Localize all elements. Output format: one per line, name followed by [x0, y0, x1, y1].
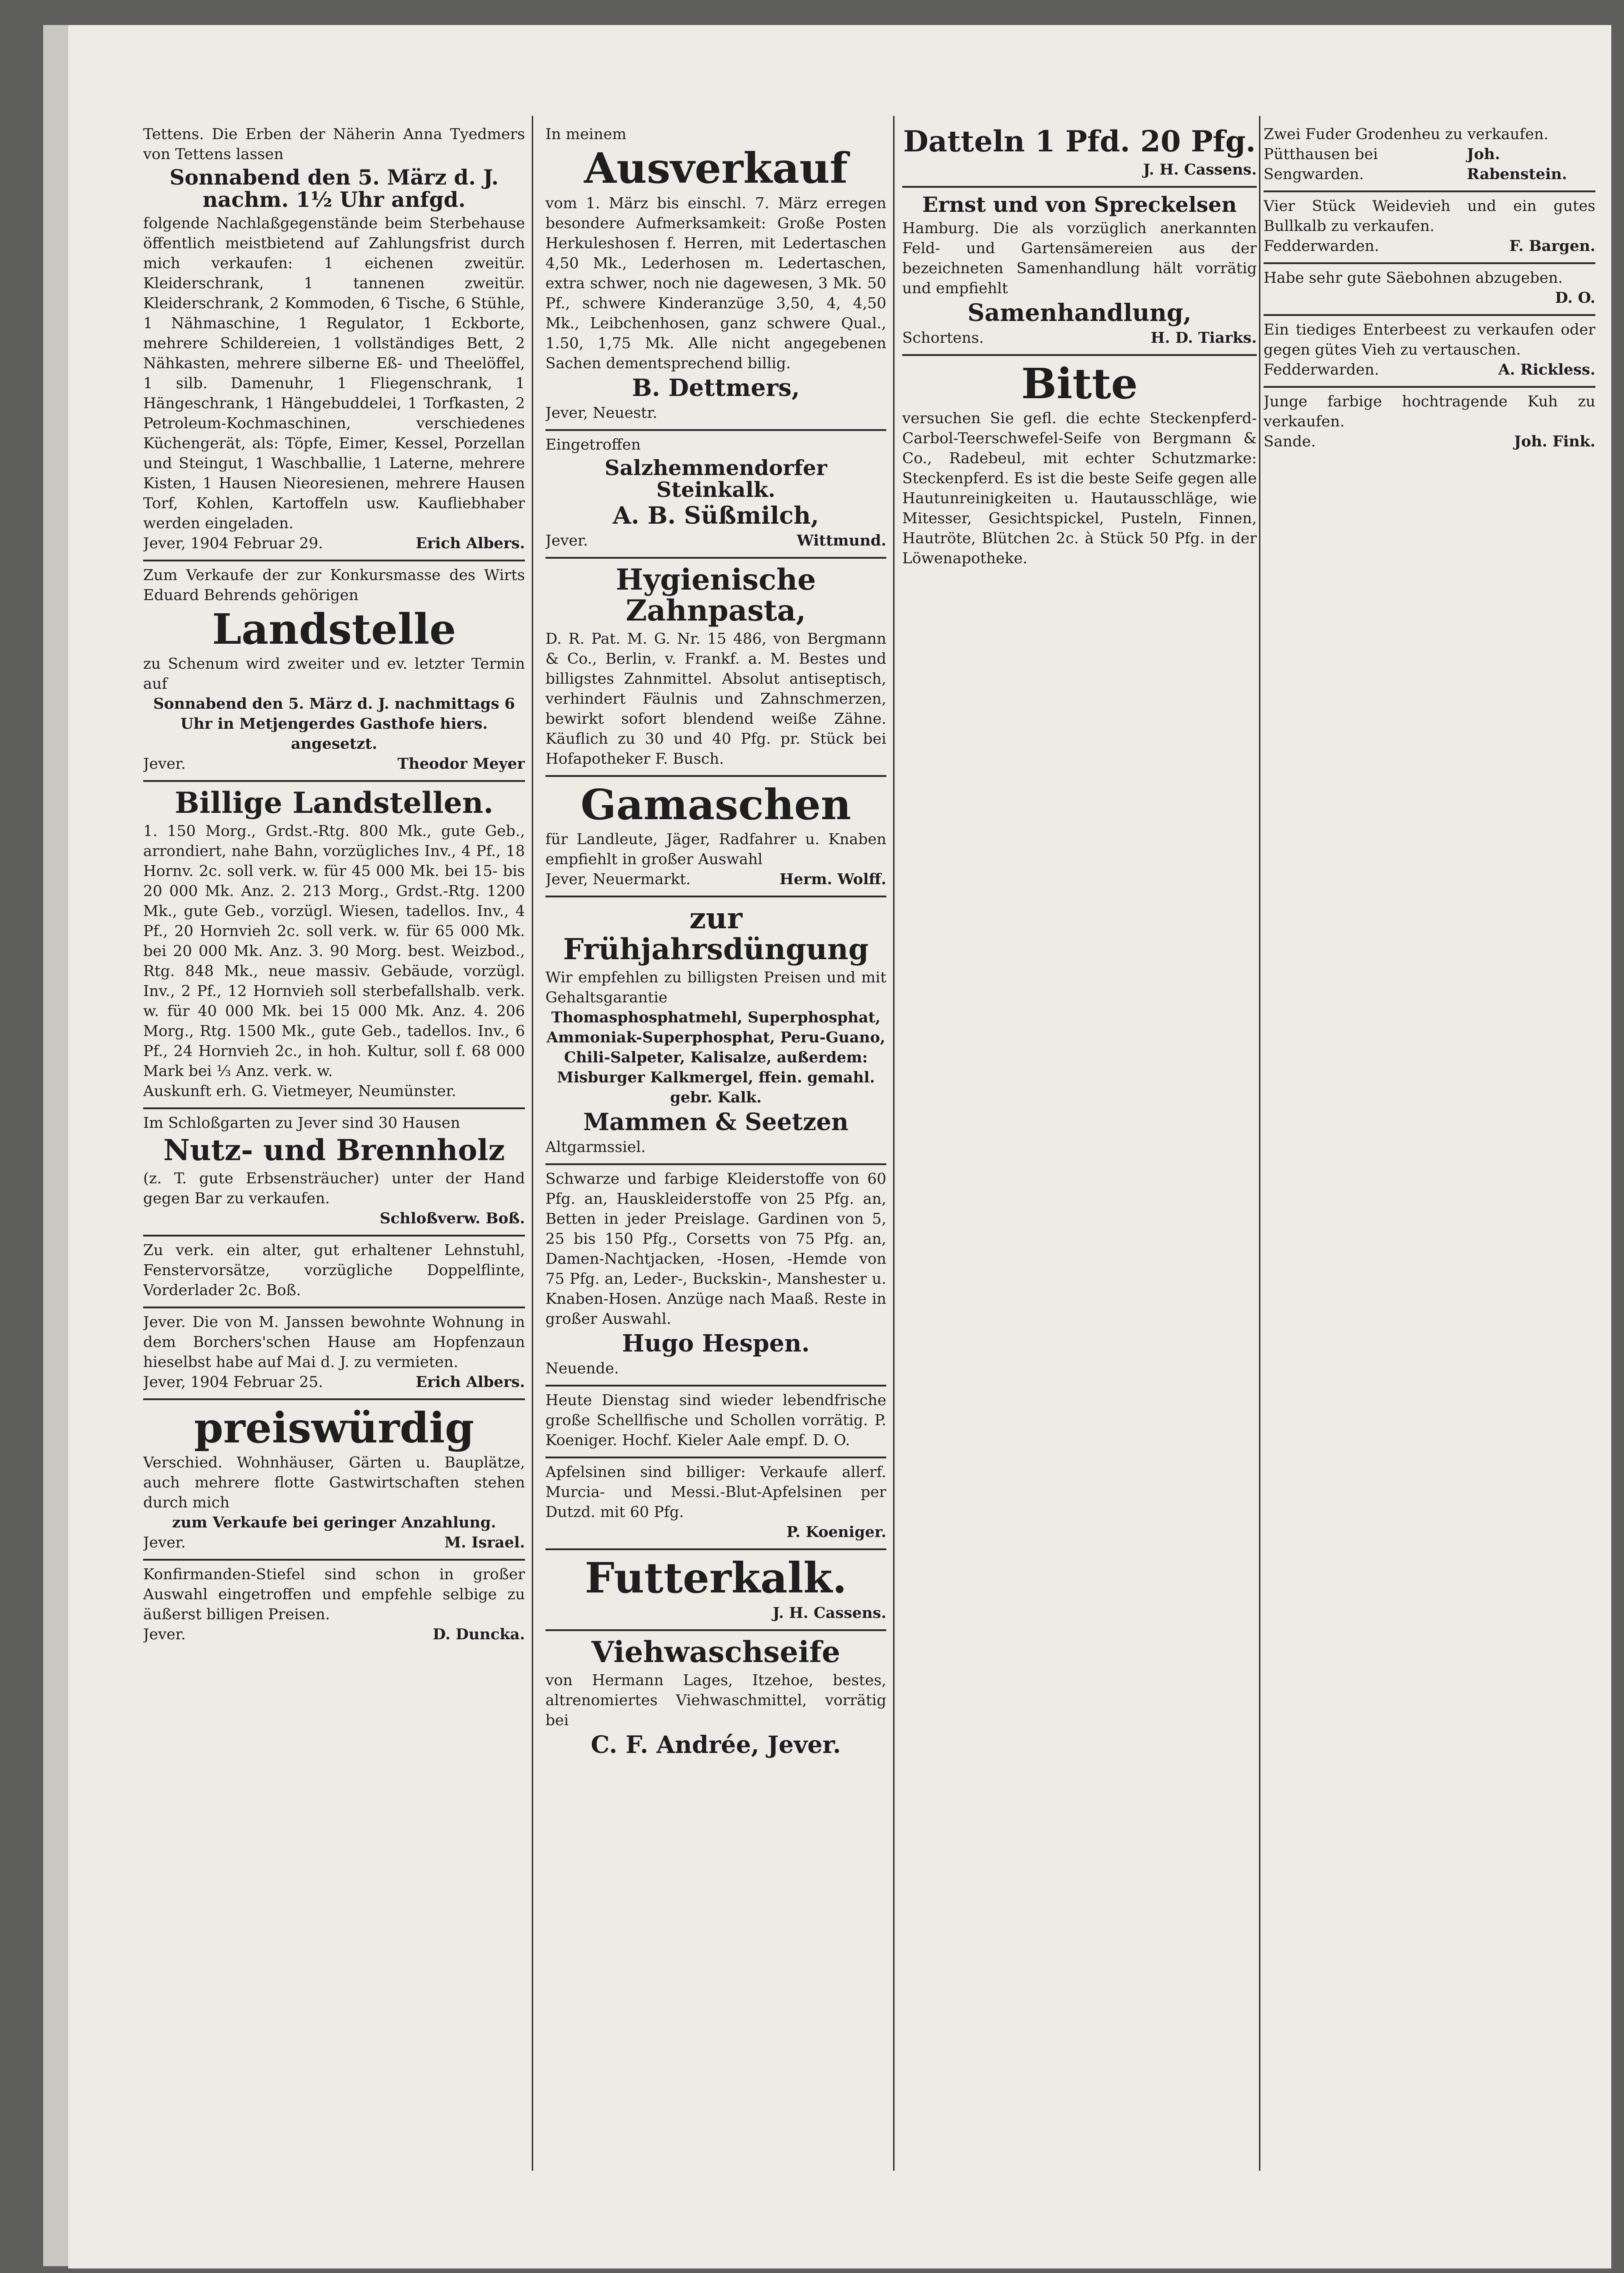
- ad-footer: [1264, 236, 1595, 256]
- ad-headline: Ernst und von Spreckelsen: [922, 192, 1237, 217]
- ad-place: Schortens.: [902, 328, 984, 346]
- advertisement: [143, 1308, 525, 1400]
- column-3: [902, 120, 1257, 2175]
- advertisement: [902, 120, 1257, 188]
- advertisement: [1264, 388, 1595, 458]
- ad-headline: Landstelle: [212, 604, 456, 654]
- advertisement: [545, 431, 886, 559]
- advertisement: [545, 1550, 886, 1631]
- ad-signature: Erich Albers.: [415, 534, 525, 552]
- ad-footer: [545, 531, 886, 551]
- ad-intro: Im Schloßgarten zu Jever sind 30 Hausen: [143, 1113, 460, 1131]
- ad-signature: Erich Albers.: [415, 1372, 525, 1391]
- ad-headline: Gamaschen: [580, 780, 851, 829]
- advertisement: [545, 120, 886, 431]
- ad-headline: Viehwaschseife: [591, 1635, 840, 1669]
- ad-footer: [1264, 144, 1595, 184]
- ad-place: Jever.: [143, 1625, 186, 1643]
- ad-place: Jever.: [143, 1533, 186, 1552]
- ad-body: von Hermann Lages, Itzehoe, bestes, altrenomiertes Viehwaschmittel, vorrätig bei: [545, 1671, 886, 1729]
- ad-body: Wir empfehlen zu billigsten Preisen und mit Gehaltsgarantie: [545, 968, 886, 1006]
- ad-body: Schwarze und farbige Kleiderstoffe von 60 Pfg. an, Hauskleiderstoffe von 25 Pfg. an, Betten in jeder Preislage. Gardinen von 5, 25 bis 150 Pfg., Corsetts von 75 Pfg. an, Damen-Nachtjacken, -Hosen, -Hemde von 75 Pfg. an, Leder-, Buckskin-, Manshester u. Knaben-Hosen. Anzüge nach Maaß. Reste in großer Auswahl.: [545, 1170, 886, 1328]
- ad-headline: Salzhemmendorfer Steinkalk.: [605, 455, 827, 502]
- ad-body: Heute Dienstag sind wieder lebendfrische große Schellfische und Schollen vorrätig. P. Koeniger. Hochf. Kieler Aale empf. D. O.: [545, 1391, 886, 1449]
- ad-place: Jever, Neuermarkt.: [545, 870, 691, 888]
- ad-place: Jever, Neuestr.: [545, 403, 658, 421]
- ad-intro: Zum Verkaufe der zur Konkursmasse des Wirts Eduard Behrends gehörigen: [143, 566, 525, 604]
- column-1: [143, 120, 525, 2175]
- advertisement: [143, 561, 525, 782]
- ad-footer: [143, 754, 525, 774]
- ad-signature: Theodor Meyer: [397, 755, 525, 773]
- ad-signature: J. H. Cassens.: [1143, 160, 1257, 178]
- ad-body-bold: Thomasphosphatmehl, Superphosphat, Ammoniak-Superphosphat, Peru-Guano, Chili-Salpeter, Kalisalze, außerdem: Misburger Kalkmergel, ffein. gemahl. gebr. Kalk.: [546, 1008, 885, 1106]
- ad-body: folgende Nachlaßgegenstände beim Sterbehause öffentlich meistbietend auf Zahlungsfrist durch mich verkaufen: 1 eichenen zweitür. Kleiderschrank, 1 tannenen zweitür. Kleiderschrank, 2 Kommoden, 6 Tische, 6 Stühle, 1 Nähmaschine, 1 Regulator, 1 Eckborte, mehrere Schildereien, 1 vollständiges Bett, 2 Nähkasten, mehrere silberne Eß- und Theelöffel, 1 silb. Damenuhr, 1 Fliegenschrank, 1 Hängeschrank, 1 Hängebuddelei, 1 Torfkasten, 2 Petroleum-Kochmaschinen, verschiedenes Küchengerät, als: Töpfe, Eimer, Kessel, Porzellan und Steingut, 1 Waschballie, 1 Laterne, mehrere Kisten, 1 Hausen Nieoresienen, mehrere Hausen Torf, Kohlen, Kartoffeln usw. Kaufliebhaber werden eingeladen.: [143, 214, 525, 532]
- ad-body: für Landleute, Jäger, Radfahrer u. Knaben empfiehlt in großer Auswahl: [545, 830, 886, 868]
- ad-intro: Eingetroffen: [545, 435, 641, 453]
- ad-signature: Herm. Wolff.: [780, 870, 886, 888]
- ad-footer: [143, 1532, 525, 1552]
- ad-footer: [902, 160, 1257, 180]
- advertisement: [143, 1400, 525, 1561]
- advertisement: [545, 777, 886, 898]
- ad-footer: [1264, 431, 1595, 451]
- ad-footer: [545, 869, 886, 889]
- ad-signature: Joh. Fink.: [1514, 432, 1595, 450]
- advertisement: [545, 1387, 886, 1458]
- advertisement: [1264, 192, 1595, 264]
- ad-body: Jever. Die von M. Janssen bewohnte Wohnung in dem Borchers'schen Hause am Hopfenzaun hieselbst habe auf Mai d. J. zu vermieten.: [143, 1312, 525, 1371]
- ad-headline: preiswürdig: [194, 1403, 475, 1452]
- ad-signature-large: A. B. Süßmilch,: [613, 502, 819, 530]
- advertisement: [1264, 264, 1595, 316]
- ad-footer: [545, 1603, 886, 1623]
- advertisement: [545, 897, 886, 1165]
- advertisement: [143, 1237, 525, 1308]
- ad-place: Auskunft erh. G. Vietmeyer, Neumünster.: [143, 1081, 456, 1100]
- ad-place: Neuende.: [545, 1359, 619, 1377]
- ad-place: Jever.: [545, 531, 588, 550]
- ad-headline: Futterkalk.: [585, 1553, 847, 1603]
- advertisement: [545, 559, 886, 777]
- ad-body-bold: zum Verkaufe bei geringer Anzahlung.: [172, 1513, 496, 1532]
- advertisement: [902, 356, 1257, 575]
- ad-signature: F. Bargen.: [1509, 237, 1595, 255]
- ad-body: vom 1. März bis einschl. 7. März erregen besondere Aufmerksamkeit: Große Posten Herkuleshosen f. Herren, mit Ledertaschen 4,50 Mk., Lederhosen m. Ledertaschen, extra schwer, noch nie dagewesen, 3 Mk. 50 Pf., schwere Kinderanzüge 3,50, 4, 4,50 Mk., Leibchenhosen, ganz schwere Qual., 1.50, 1,75 Mk. Alle nicht angegebenen Sachen dementsprechend billig.: [545, 194, 886, 372]
- ad-footer: [545, 1358, 886, 1378]
- ad-body: Vier Stück Weidevieh und ein gutes Bullkalb zu verkaufen.: [1264, 197, 1595, 235]
- advertisement: [545, 1458, 886, 1550]
- column-4: [1264, 120, 1595, 2175]
- ad-footer: [143, 1372, 525, 1392]
- ad-footer: [545, 403, 886, 423]
- ad-signature-large: C. F. Andrée, Jever.: [590, 1731, 841, 1759]
- column-rule: [893, 116, 894, 2171]
- advertisement: [143, 782, 525, 1109]
- ad-footer: [545, 1137, 886, 1157]
- ad-footer: [143, 1081, 525, 1101]
- ad-signature: Joh. Rabenstein.: [1467, 145, 1567, 183]
- advertisement: [545, 1165, 886, 1387]
- advertisement: [1264, 120, 1595, 192]
- ad-body: D. R. Pat. M. G. Nr. 15 486, von Bergmann & Co., Berlin, v. Frankf. a. M. Bestes und billigstes Zahnmittel. Absolut antiseptisch, verhindert Fäulnis und Zahnschmerzen, bewirkt sofort blendend weiße Zähne. Käuflich zu 30 und 40 Pfg. pr. Stück bei Hofapotheker F. Busch.: [545, 629, 886, 767]
- ad-body: (z. T. gute Erbsensträucher) unter der Hand gegen Bar zu verkaufen.: [143, 1169, 525, 1207]
- ad-signature: J. H. Cassens.: [772, 1603, 886, 1622]
- ad-footer: [902, 328, 1257, 348]
- ad-body: Hamburg. Die als vorzüglich anerkannten Feld- und Gartensämereien aus der bezeichneten Samenhandlung hält vorrätig und empfiehlt: [902, 219, 1257, 297]
- ad-footer: [1264, 360, 1595, 380]
- ad-body-bold: Sonnabend den 5. März d. J. nachmittags 6 Uhr in Metjengerdes Gasthofe hiers. angesetzt.: [153, 695, 515, 753]
- ad-signature: P. Koeniger.: [786, 1523, 886, 1541]
- ad-headline: Bitte: [1021, 359, 1138, 408]
- ad-footer: [1264, 288, 1595, 308]
- ad-body: versuchen Sie gefl. die echte Steckenpferd-Carbol-Teerschwefel-Seife von Bergmann & Co., Radebeul, mit echter Schutzmarke: Steckenpferd. Es ist die beste Seife gegen alle Hautunreinigkeiten u. Hautausschläge, wie Mitesser, Gesichtspickel, Pusteln, Finnen, Hautröte, Blütchen 2c. à Stück 50 Pfg. in der Löwenapotheke.: [902, 409, 1257, 567]
- ad-body: Ein tiediges Enterbeest zu verkaufen oder gegen gütes Vieh zu vertauschen.: [1264, 320, 1595, 358]
- ad-signature: M. Israel.: [444, 1533, 525, 1552]
- column-2: [545, 120, 886, 2175]
- ad-signature: Schloßverw. Boß.: [380, 1209, 525, 1227]
- column-rule: [532, 116, 533, 2171]
- ad-body: 1. 150 Morg., Grdst.-Rtg. 800 Mk., gute Geb., arrondiert, nahe Bahn, vorzügliches Inv., 4 Pf., 18 Hornv. 2c. soll verk. w. für 45 000 Mk. bei 15- bis 20 000 Mk. Anz. 2. 213 Morg., Grdst.-Rtg. 1200 Mk., gute Geb., vorzügl. Wiesen, tadellos. Inv., 4 Pf., 20 Hornvieh 2c. soll verk. w. für 65 000 Mk. bei 20 000 Mk. Anz. 3. 90 Morg. best. Weizbod., Rtg. 848 Mk., neue massiv. Gebäude, vorzügl. Inv., 2 Pf., 12 Hornvieh soll sterbefallshalb. verk. w. für 40 000 Mk. bei 15 000 Mk. Anz. 4. 206 Morg., Rtg. 1500 Mk., gute Geb., tadellos. Inv., 6 Pf., 24 Hornvieh 2c., in hoh. Kultur, soll f. 68 000 Mark bei ⅓ Anz. verk. w.: [143, 821, 525, 1080]
- ad-body: Zu verk. ein alter, gut erhaltener Lehnstuhl, Fenstervorsätze, vorzügliche Doppelflinte, Vorderlader 2c. Boß.: [143, 1241, 525, 1299]
- ad-headline: Billige Landstellen.: [175, 786, 494, 821]
- ad-signature: A. Rickless.: [1498, 360, 1595, 378]
- advertisement: [1264, 316, 1595, 388]
- ad-body: Zwei Fuder Grodenheu zu verkaufen.: [1264, 125, 1549, 143]
- ad-intro: In meinem: [545, 125, 627, 143]
- ad-headline: Hygienische Zahnpasta,: [615, 563, 816, 628]
- ad-signature: D. O.: [1555, 289, 1595, 306]
- ad-signature-large: B. Dettmers,: [632, 374, 800, 402]
- ad-headline: zur Frühjahrsdüngung: [563, 901, 869, 967]
- ad-body: Verschied. Wohnhäuser, Gärten u. Bauplätze, auch mehrere flotte Gastwirtschaften stehen durch mich: [143, 1453, 525, 1512]
- column-rule: [1259, 116, 1260, 2171]
- ad-body: Konfirmanden-Stiefel sind schon in großer Auswahl eingetroffen und empfehle selbige zu äußerst billigen Preisen.: [143, 1565, 525, 1623]
- ad-place: Altgarmssiel.: [545, 1138, 646, 1156]
- ad-body: Apfelsinen sind billiger: Verkaufe allerf. Murcia- und Messi.-Blut-Apfelsinen per Dutzd. mit 60 Pfg.: [545, 1463, 886, 1521]
- ad-place: Jever, 1904 Februar 25.: [143, 1372, 323, 1391]
- ad-signature: Wittmund.: [797, 531, 886, 550]
- advertisement: [143, 1109, 525, 1237]
- advertisement: [545, 1631, 886, 1766]
- ad-signature-large: Samenhandlung,: [967, 299, 1192, 327]
- ad-place: Jever, 1904 Februar 29.: [143, 534, 323, 552]
- ad-place: Fedderwarden.: [1264, 360, 1379, 378]
- ad-signature: H. D. Tiarks.: [1150, 328, 1257, 346]
- advertisement: [902, 188, 1257, 356]
- book-spine: [43, 25, 70, 2266]
- ad-footer: [143, 533, 525, 553]
- ad-signature-large: Hugo Hespen.: [622, 1330, 810, 1358]
- advertisement: [143, 120, 525, 561]
- ad-headline: Ausverkauf: [584, 144, 848, 193]
- ad-headline: Datteln 1 Pfd. 20 Pfg.: [903, 125, 1256, 159]
- ad-place: Pütthausen bei Sengwarden.: [1264, 145, 1378, 183]
- ad-footer: [143, 1208, 525, 1228]
- ad-footer: [545, 1522, 886, 1542]
- ad-body: Junge farbige hochtragende Kuh zu verkaufen.: [1264, 392, 1595, 430]
- ad-intro: Tettens. Die Erben der Näherin Anna Tyedmers von Tettens lassen: [143, 125, 525, 163]
- ad-place: Fedderwarden.: [1264, 237, 1379, 255]
- ad-headline: Sonnabend den 5. März d. J. nachm. 1½ Uhr anfgd.: [169, 165, 499, 212]
- ad-headline: Nutz- und Brennholz: [163, 1133, 505, 1167]
- ad-body: Habe sehr gute Säebohnen abzugeben.: [1264, 269, 1563, 286]
- ad-place: Jever.: [143, 755, 186, 773]
- ad-signature-large: Mammen & Seetzen: [583, 1108, 849, 1136]
- ad-footer: [143, 1624, 525, 1644]
- advertisement: [143, 1561, 525, 1651]
- ad-signature: D. Duncka.: [433, 1625, 525, 1643]
- ad-body: zu Schenum wird zweiter und ev. letzter Termin auf: [143, 655, 525, 693]
- ad-place: Sande.: [1264, 432, 1316, 450]
